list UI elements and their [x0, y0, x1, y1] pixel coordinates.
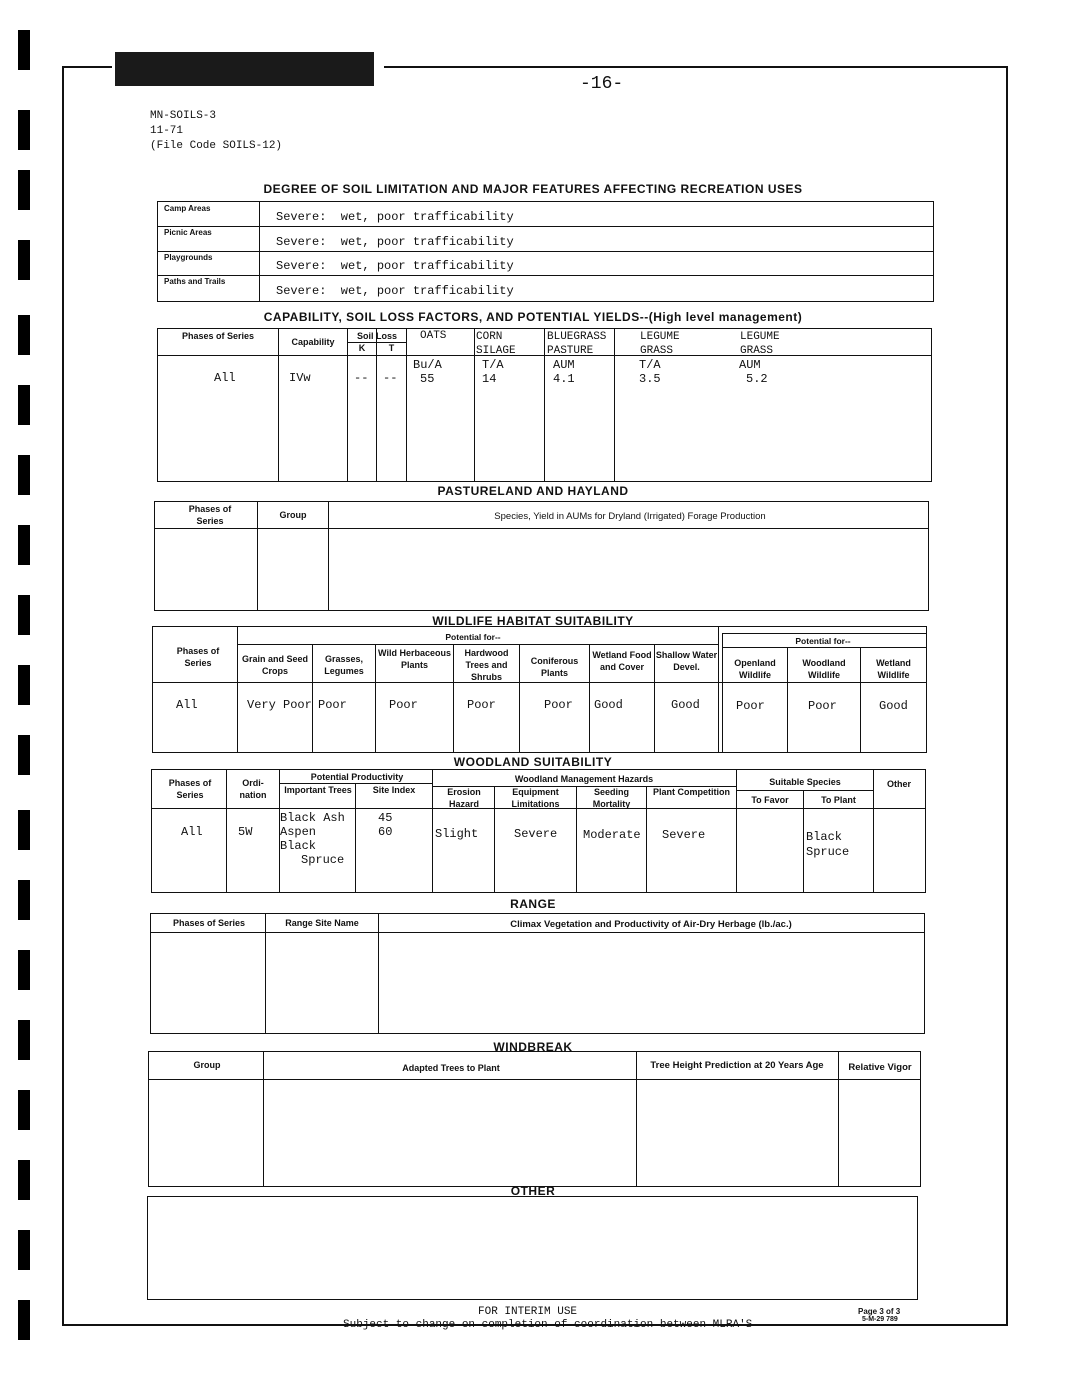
woodland-h-equipment: Equipment Limitations	[511, 787, 560, 809]
wildlife-h-col: Hardwood Trees and Shrubs	[464, 648, 509, 682]
recreation-value: Severe: wet, poor trafficability	[276, 235, 514, 249]
form-code: MN-SOILS-3	[150, 110, 217, 122]
cap-capability: IVw	[289, 371, 311, 385]
interim-note: FOR INTERIM USE	[478, 1306, 578, 1318]
cap-phase: All	[214, 371, 236, 385]
woodland-h-trees: Important Trees	[284, 785, 352, 795]
form-number: 5-M-29 789	[862, 1316, 898, 1323]
cap-h-t: T	[388, 343, 395, 353]
woodland-h-ordination: Ordi- nation	[239, 778, 267, 800]
wildlife-table	[152, 626, 927, 753]
recreation-label: Paths and Trails	[164, 277, 226, 286]
range-h-phases: Phases of Series	[172, 918, 246, 928]
woodland-seeding: Moderate	[583, 828, 641, 842]
edge-mark	[18, 810, 30, 850]
cap-oats-unit: Bu/A	[413, 358, 442, 372]
recreation-value: Severe: wet, poor trafficability	[276, 259, 514, 273]
page-of: Page 3 of 3	[858, 1307, 901, 1316]
wildlife-h-col: Openland Wildlife	[734, 658, 776, 680]
cap-h-legume2: LEGUME GRASS	[740, 331, 780, 357]
pasture-title: PASTURELAND AND HAYLAND	[437, 484, 629, 498]
cap-bluegrass-val: 4.1	[553, 372, 575, 386]
woodland-h-toplant: To Plant	[821, 795, 856, 805]
pasture-h-species: Species, Yield in AUMs for Dryland (Irrigated) Forage Production	[494, 511, 766, 522]
cap-legume1-unit: T/A	[639, 358, 661, 372]
windbreak-title: WINDBREAK	[493, 1040, 573, 1054]
woodland-h-hazards: Woodland Management Hazards	[514, 774, 654, 784]
woodland-to-plant-line: Spruce	[806, 845, 850, 859]
woodland-site-index	[378, 811, 392, 839]
range-title: RANGE	[510, 897, 556, 911]
woodland-to-plant	[806, 830, 849, 860]
edge-mark	[18, 1230, 30, 1270]
recreation-label: Camp Areas	[164, 204, 211, 213]
windbreak-table	[148, 1051, 921, 1187]
recreation-value: Severe: wet, poor trafficability	[276, 210, 514, 224]
wildlife-h-col: Wild Herbaceous Plants	[378, 648, 451, 670]
edge-mark	[18, 1090, 30, 1130]
woodland-site: 60	[378, 825, 393, 839]
woodland-h-favor: To Favor	[751, 795, 789, 805]
wildlife-h-potential-2: Potential for--	[795, 636, 851, 646]
woodland-h-phases: Phases of Series	[168, 778, 212, 800]
cap-h-k: K	[358, 343, 366, 353]
cap-h-soil-loss: Soil Loss	[356, 331, 397, 341]
woodland-title: WOODLAND SUITABILITY	[453, 755, 613, 769]
wildlife-value: Poor	[808, 699, 837, 713]
woodland-h-plant: Plant Competition	[653, 787, 730, 797]
wildlife-value: Poor	[544, 698, 573, 712]
range-h-climax: Climax Vegetation and Productivity of Air-Dry Herbage (lb./ac.)	[510, 919, 792, 930]
cap-h-legume1: LEGUME GRASS	[640, 331, 680, 357]
page-number: -16-	[580, 74, 624, 94]
recreation-label: Playgrounds	[164, 253, 213, 262]
edge-mark	[18, 385, 30, 425]
pasture-table	[154, 501, 929, 611]
redaction-bar	[115, 52, 374, 86]
wildlife-h-col: Coniferous Plants	[530, 656, 579, 678]
edge-mark	[18, 950, 30, 990]
recreation-label: Picnic Areas	[164, 228, 212, 237]
woodland-site: 45	[378, 811, 393, 825]
edge-mark	[18, 665, 30, 705]
edge-mark	[18, 525, 30, 565]
cap-corn-val: 14	[482, 372, 497, 386]
cap-oats-val: 55	[420, 372, 435, 386]
capability-title-text: CAPABILITY, SOIL LOSS FACTORS, AND POTENTIAL YIELDS--(High level management)	[263, 310, 803, 324]
woodland-plant: Severe	[662, 828, 706, 842]
woodland-tree: Spruce	[301, 853, 345, 867]
windbreak-h-trees: Adapted Trees to Plant	[402, 1063, 500, 1073]
woodland-equipment: Severe	[514, 827, 558, 841]
woodland-phase: All	[181, 825, 203, 839]
edge-mark	[18, 1300, 30, 1340]
other-title: OTHER	[510, 1184, 556, 1198]
wildlife-value: Poor	[389, 698, 418, 712]
file-code: (File Code SOILS-12)	[150, 140, 283, 152]
capability-title	[0, 310, 1066, 324]
windbreak-h-group: Group	[193, 1060, 221, 1070]
windbreak-h-height: Tree Height Prediction at 20 Years Age	[650, 1060, 824, 1071]
range-table	[150, 913, 925, 1034]
cap-legume2-unit: AUM	[739, 358, 761, 372]
woodland-h-species: Suitable Species	[769, 777, 841, 787]
pasture-h-phases: Phases of Series	[188, 504, 232, 526]
woodland-table	[151, 769, 926, 893]
capability-table	[157, 328, 932, 482]
woodland-tree: Black Ash	[280, 811, 345, 825]
pasture-h-group: Group	[279, 510, 307, 520]
coordination-note: Subject to change on completion of coordination between MLRA'S	[343, 1319, 753, 1331]
wildlife-h-col: Woodland Wildlife	[802, 658, 846, 680]
range-h-site: Range Site Name	[285, 918, 359, 928]
wildlife-value: Good	[879, 699, 908, 713]
woodland-tree: Aspen	[280, 825, 317, 839]
woodland-h-other: Other	[886, 779, 911, 789]
cap-h-phases: Phases of Series	[181, 331, 255, 341]
cap-k: --	[354, 371, 369, 385]
wildlife-value: Poor	[318, 698, 347, 712]
edge-mark	[18, 110, 30, 150]
wildlife-value: Poor	[736, 699, 765, 713]
other-box	[147, 1196, 918, 1300]
cap-corn-unit: T/A	[482, 358, 504, 372]
wildlife-value: Very Poor	[247, 698, 312, 712]
frame-top-left	[62, 66, 112, 68]
cap-h-corn: CORN SILAGE	[476, 331, 516, 357]
woodland-to-plant-line: Black	[806, 830, 843, 844]
wildlife-value: Good	[594, 698, 623, 712]
woodland-h-seeding: Seeding Mortality	[592, 787, 631, 809]
wildlife-h-col: Grasses, Legumes	[324, 654, 364, 676]
woodland-h-productivity: Potential Productivity	[310, 772, 404, 782]
wildlife-h-col: Shallow Water Devel.	[655, 650, 718, 672]
wildlife-value: Good	[671, 698, 700, 712]
wildlife-h-phases: Phases of Series	[176, 646, 220, 668]
woodland-ordination: 5W	[238, 825, 253, 839]
form-header	[150, 109, 282, 154]
cap-t: --	[383, 371, 398, 385]
cap-bluegrass-unit: AUM	[553, 358, 575, 372]
wildlife-value: Poor	[467, 698, 496, 712]
woodland-h-erosion: Erosion Hazard	[447, 787, 481, 809]
recreation-table	[157, 201, 934, 302]
wildlife-h-col: Grain and Seed Crops	[241, 654, 309, 676]
wildlife-h-potential: Potential for--	[445, 632, 501, 642]
wildlife-phase: All	[176, 698, 198, 712]
edge-mark	[18, 240, 30, 280]
woodland-tree: Black	[280, 839, 317, 853]
edge-mark	[18, 30, 30, 70]
form-date: 11-71	[150, 125, 184, 137]
recreation-value: Severe: wet, poor trafficability	[276, 284, 514, 298]
windbreak-h-vigor: Relative Vigor	[848, 1062, 912, 1073]
wildlife-h-col: Wetland Food and Cover	[592, 650, 652, 672]
wildlife-title: WILDLIFE HABITAT SUITABILITY	[432, 614, 634, 628]
wildlife-h-col: Wetland Wildlife	[876, 658, 911, 680]
woodland-h-site: Site Index	[372, 785, 416, 795]
woodland-erosion: Slight	[435, 827, 479, 841]
cap-h-bluegrass: BLUEGRASS PASTURE	[547, 331, 607, 357]
cap-legume1-val: 3.5	[639, 372, 661, 386]
frame-top-right	[384, 66, 1006, 68]
recreation-title: DEGREE OF SOIL LIMITATION AND MAJOR FEATURES AFFECTING RECREATION USES	[263, 182, 803, 196]
cap-h-capability: Capability	[291, 337, 335, 347]
cap-h-oats: OATS	[420, 330, 447, 342]
woodland-trees	[280, 811, 345, 867]
cap-legume2-val: 5.2	[746, 372, 768, 386]
